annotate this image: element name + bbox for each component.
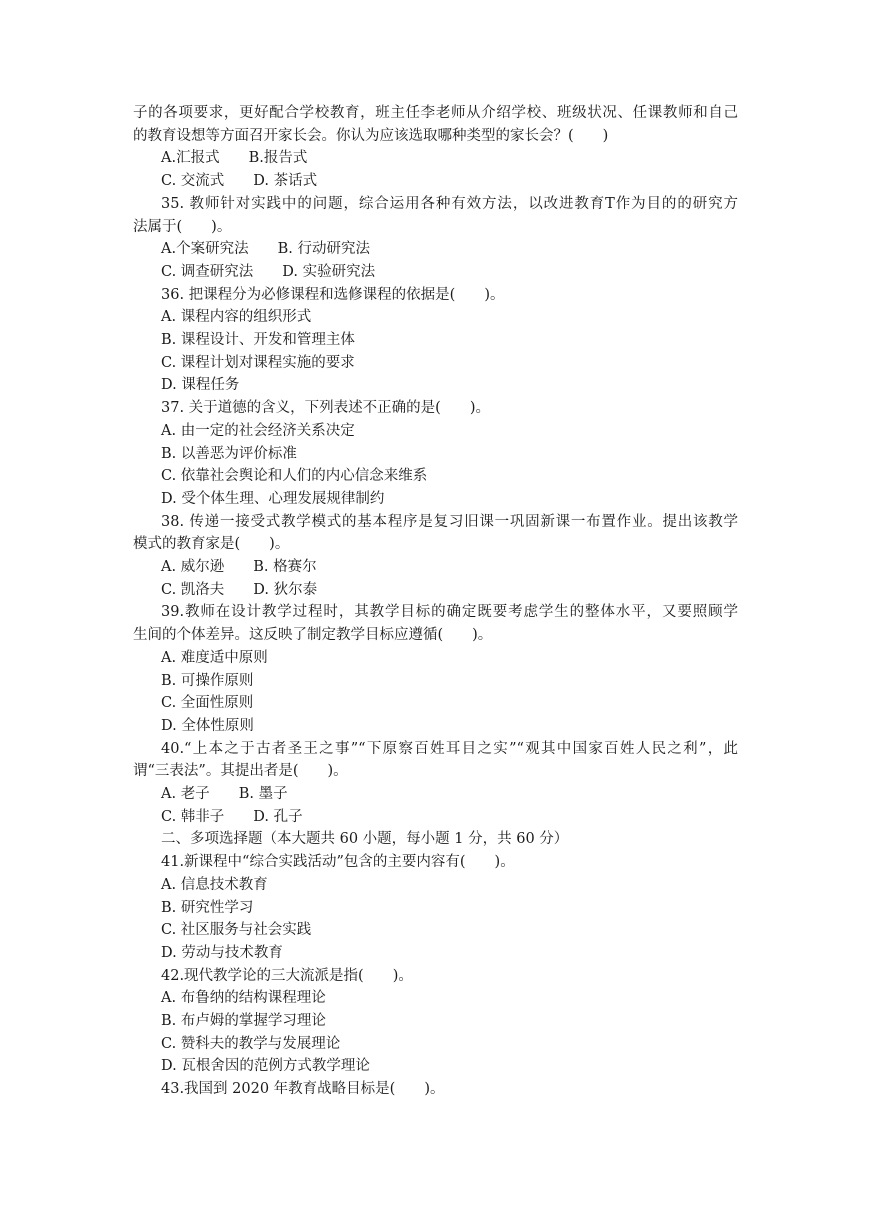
text-line: 42.现代教学论的三大流派是指( )。	[161, 967, 413, 984]
text-line: D. 全体性原则	[161, 717, 254, 734]
text-line: 二、多项选择题（本大题共 60 小题，每小题 1 分，共 60 分）	[161, 831, 569, 848]
text-line: B. 研究性学习	[161, 899, 254, 916]
text-line: 38. 传递一接受式教学模式的基本程序是复习旧课一巩固新课一布置作业。提出该教学	[161, 513, 738, 530]
text-line: C. 赞科夫的教学与发展理论	[161, 1035, 341, 1052]
text-line: A. 难度适中原则	[161, 649, 268, 666]
text-line: A.个案研究法 B. 行动研究法	[161, 241, 370, 258]
text-line: A. 信息技术教育	[161, 876, 268, 893]
text-line: C. 凯洛夫 D. 狄尔泰	[161, 581, 318, 598]
text-line: 法属于( )。	[133, 218, 232, 235]
text-line: 37. 关于道德的含义，下列表述不正确的是( )。	[161, 400, 490, 417]
text-line: C. 交流式 D. 茶话式	[161, 173, 318, 190]
text-line: 谓“三表法”。其提出者是( )。	[133, 763, 348, 780]
text-line: A. 老子 B. 墨子	[161, 786, 288, 802]
text-line: A. 威尔逊 B. 格赛尔	[161, 559, 317, 575]
text-line: 子的各项要求，更好配合学校教育，班主任李老师从介绍学校、班级状况、任课教师和自己	[133, 105, 738, 121]
text-line: 43.我国到 2020 年教育战略目标是( )。	[161, 1081, 445, 1098]
text-line: C. 社区服务与社会实践	[161, 922, 312, 939]
text-line: 39.教师在设计教学过程时，其教学目标的确定既要考虑学生的整体水平，又要照顾学	[161, 604, 738, 621]
text-line: 41.新课程中“综合实践活动”包含的主要内容有( )。	[161, 854, 515, 871]
text-line: 生间的个体差异。这反映了制定教学目标应遵循( )。	[133, 627, 493, 644]
text-line: A. 课程内容的组织形式	[161, 309, 312, 326]
text-line: C. 依靠社会舆论和人们的内心信念来维系	[161, 468, 428, 485]
text-line: A. 由一定的社会经济关系决定	[161, 422, 355, 439]
text-line: B. 以善恶为评价标准	[161, 445, 297, 462]
text-line: B. 可操作原则	[161, 672, 254, 689]
text-line: 35. 教师针对实践中的问题，综合运用各种有效方法，以改进教育T作为目的的研究方	[161, 195, 738, 212]
text-line: C. 调查研究法 D. 实验研究法	[161, 263, 376, 280]
text-line: D. 瓦根舍因的范例方式教学理论	[161, 1058, 370, 1075]
text-line: 模式的教育家是( )。	[133, 536, 290, 553]
text-line: C. 全面性原则	[161, 695, 254, 712]
text-line: C. 韩非子 D. 孔子	[161, 808, 303, 825]
text-line: D. 受个体生理、心理发展规律制约	[161, 490, 385, 507]
text-line: D. 课程任务	[161, 377, 240, 394]
text-line: D. 劳动与技术教育	[161, 944, 283, 961]
text-line: B. 布卢姆的掌握学习理论	[161, 1013, 326, 1029]
text-line: 36. 把课程分为必修课程和选修课程的依据是( )。	[161, 286, 505, 303]
text-line: A.汇报式 B.报告式	[161, 150, 308, 167]
text-line: 的教育设想等方面召开家长会。你认为应该选取哪种类型的家长会？( )	[133, 127, 609, 144]
text-line: 40.“上本之于古者圣王之事”“下原察百姓耳目之实”“观其中国家百姓人民之利”，此	[161, 740, 738, 757]
text-line: C. 课程计划对课程实施的要求	[161, 354, 355, 371]
text-line: A. 布鲁纳的结构课程理论	[161, 990, 326, 1007]
text-line: B. 课程设计、开发和管理主体	[161, 332, 355, 348]
